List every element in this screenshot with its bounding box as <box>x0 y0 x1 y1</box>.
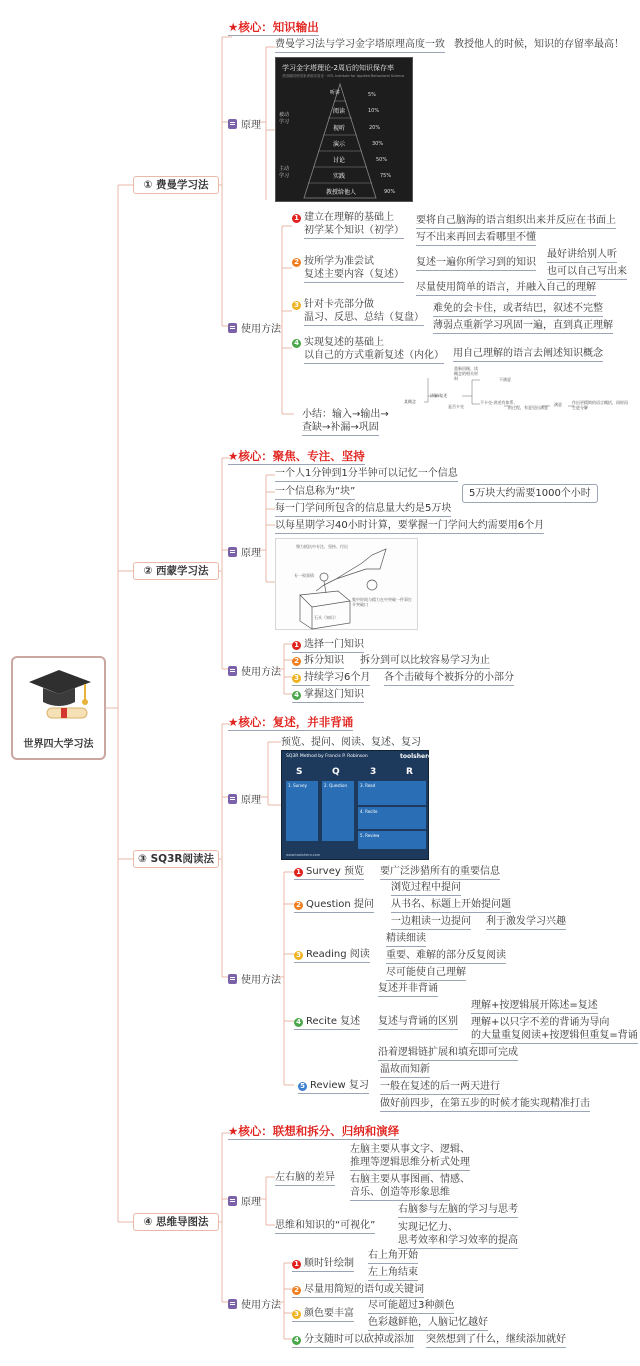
sketch-label: 集中时间与精力在中突破一件事打开突破口 <box>352 597 412 607</box>
pyramid-side-top: 被动学习 <box>279 112 290 125</box>
pyramid-rate: 5% <box>368 92 376 98</box>
pyramid-layer: 听讲 <box>330 90 341 96</box>
step-detail: 复述与背诵的区别 <box>378 1015 458 1030</box>
step-detail: 各个击破每个被拆分的小部分 <box>384 671 514 686</box>
step-sq3r-2[interactable]: 2 Question 提问 <box>294 898 374 913</box>
step-detail: 拆分到可以比较容易学习为止 <box>360 654 490 669</box>
root-node[interactable] <box>11 656 106 760</box>
pyramid-rate: 30% <box>372 141 384 147</box>
note-icon <box>228 547 237 557</box>
step-detail: 突然想到了什么，继续添加就好 <box>426 1333 566 1348</box>
sq3r-col <box>322 781 354 841</box>
core-simon: ★核心：聚焦、专注、坚持 <box>228 449 365 463</box>
sq3r-letter: 3 <box>370 767 377 777</box>
step-detail: 浏览过程中提问 <box>391 881 461 896</box>
step-detail-extra: 利于激发学习兴趣 <box>486 915 566 930</box>
step-simon-1[interactable]: 1 选择一门知识 <box>292 638 364 653</box>
step-detail: 要将自己脑海的语言组织出来并反应在书面上 <box>416 214 616 229</box>
brain-item: 右脑主要从事图画、情感、 <box>350 1174 470 1185</box>
step-detail: 沿着逻辑链扩展和填充即可完成 <box>378 1046 518 1061</box>
pyramid-rate: 50% <box>376 157 388 163</box>
learning-pyramid-image <box>275 57 413 202</box>
note-icon <box>228 323 237 333</box>
pyramid-layer: 演示 <box>333 141 346 148</box>
flow-node: 作出更精简的语言概括，同时再生进分解 <box>572 400 628 410</box>
step-feynman-4[interactable]: 4 实现复述的基础上 <box>292 336 384 349</box>
method-mindmap[interactable]: ④ 思维导图法 <box>133 1213 219 1231</box>
flow-node: 某概念 <box>404 399 416 404</box>
step-detail: 也可以自己写出来 <box>547 265 627 280</box>
sq3r-col-label: 1. Survey <box>288 783 308 788</box>
step-feynman-3-line2: 温习、反思、总结（复盘） <box>304 311 424 326</box>
usage-feynman[interactable]: 使用方法 <box>228 320 281 335</box>
sketch-drawing <box>276 539 419 631</box>
sq3r-col-label: 4. Recite <box>360 809 378 814</box>
pyramid-rate: 75% <box>380 173 392 179</box>
principle-item: 教授他人的时候，知识的存留率最高！ <box>454 39 624 50</box>
step-detail: 重要、难解的部分反复阅读 <box>386 949 506 964</box>
note-icon <box>228 666 237 676</box>
step-detail: 左上角结束 <box>368 1266 418 1281</box>
sketch-label: 聚力抵抗中专注、坚持、付出 <box>296 544 348 549</box>
visual-item: 实现记忆力、 <box>398 1222 458 1233</box>
step-sq3r-4[interactable]: 4 Recite 复述 <box>294 1015 360 1030</box>
note-icon <box>228 974 237 984</box>
note-icon <box>228 1299 237 1309</box>
brain-item: 左脑主要从事文字、逻辑、 <box>350 1144 470 1155</box>
step-simon-3[interactable]: 3 持续学习6个月 <box>292 671 370 686</box>
pyramid-rate: 20% <box>369 125 381 131</box>
principle-feynman[interactable]: 原理 <box>228 116 261 131</box>
flow-node: 重新回顾、读概念的相关材料 <box>454 366 478 381</box>
visual-item: 右脑参与左脑的学习与思考 <box>398 1203 518 1218</box>
graduation-cap-icon <box>25 662 95 730</box>
pyramid-layer: 教授给他人 <box>326 189 357 196</box>
sq3r-letter: Q <box>332 767 340 777</box>
step-detail: 温故而知新 <box>380 1063 430 1078</box>
step-detail: 尽可能超过3种颜色 <box>368 1299 454 1314</box>
principle-mindmap[interactable]: 原理 <box>228 1193 261 1208</box>
step-feynman-4-line2: 以自己的方式重新复述（内化） <box>304 349 444 364</box>
principle-item: 费曼学习法与学习金字塔原理高度一致 <box>275 38 445 53</box>
step-detail: 一边粗读一边提问 <box>391 915 471 930</box>
block-note: 5万块大约需要1000个小时 <box>462 484 598 503</box>
pyramid-side-bottom: 主动学习 <box>279 166 290 179</box>
usage-simon[interactable]: 使用方法 <box>228 663 281 678</box>
principle-sq3r[interactable]: 原理 <box>228 791 261 806</box>
step-detail: 尽量使用简单的语言，并融入自己的理解 <box>416 281 596 296</box>
sq3r-col-label: 3. Read <box>360 783 376 788</box>
method-sq3r[interactable]: ③ SQ3R阅读法 <box>133 850 219 868</box>
flow-node: 不满意 <box>499 377 511 382</box>
step-sq3r-1[interactable]: 1 Survey 预览 <box>294 865 364 880</box>
recite-compare: 理解+按逻辑展开陈述=复述 <box>471 999 598 1014</box>
recite-compare: 理解+以只字不差的背诵为导向 <box>471 1017 610 1028</box>
principle-text: 预览、提问、阅读、复述、复习 <box>281 736 421 751</box>
pyramid-layer: 实践 <box>333 173 346 180</box>
visual-label: 思维和知识的“可视化” <box>275 1219 375 1234</box>
feynman-flow-image <box>404 366 630 410</box>
step-mindmap-2[interactable]: 2 尽量用简短的语句或关键词 <box>292 1283 424 1298</box>
pyramid-rate: 10% <box>368 108 380 114</box>
brain-item: 推理等逻辑思维分析式处理 <box>350 1156 470 1171</box>
step-detail: 用自己理解的语言去阐述知识概念 <box>453 347 603 362</box>
step-mindmap-4[interactable]: 4 分支随时可以砍掉或添加 <box>292 1333 414 1348</box>
flow-node: 不卡壳-讲述有体系、 <box>480 400 518 405</box>
step-simon-4[interactable]: 4 掌握这门知识 <box>292 688 364 703</box>
brain-label: 左右脑的差异 <box>275 1171 335 1186</box>
principle-item: 一个人1分钟到1分半钟可以记忆一个信息 <box>275 467 458 482</box>
usage-mindmap[interactable]: 使用方法 <box>228 1296 281 1311</box>
sq3r-title: SQ3R Method by Francis P. Robinson <box>286 754 368 759</box>
pyramid-layer: 讨论 <box>333 157 346 164</box>
core-feynman: ★核心：知识输出 <box>228 20 319 34</box>
pyramid-subtitle: 美国缅因州国家训练实验室 · NTL Institute for Applied Behavioral Science <box>282 74 405 78</box>
sq3r-letter: S <box>296 767 303 777</box>
brain-item: 音乐、创造等形象思维 <box>350 1186 450 1201</box>
step-feynman-1[interactable]: 1 建立在理解的基础上 <box>292 211 394 224</box>
step-detail: 复述一遍你所学习到的知识 <box>416 256 536 271</box>
step-detail: 难免的会卡住，或者结巴，叙述不完整 <box>433 302 603 317</box>
principle-item: 一个信息称为“块” <box>275 485 355 500</box>
sketch-label: 石头（知识） <box>314 615 338 620</box>
principle-simon[interactable]: 原理 <box>228 544 261 559</box>
flow-node: 讲解/复述 <box>430 393 448 398</box>
step-detail: 要广泛涉猎所有的重要信息 <box>380 865 500 880</box>
method-feynman[interactable]: ① 费曼学习法 <box>133 176 219 194</box>
sq3r-col-label: 2. Question <box>324 783 347 788</box>
step-detail: 色彩越鲜艳，人脑记忆越好 <box>368 1316 488 1331</box>
recite-compare: 的大量重复阅读+按逻辑但重复=背诵 <box>471 1029 638 1044</box>
summary-line1: 小结：输入→输出→ <box>302 409 389 420</box>
principle-item: 每一门学问所包含的信息量大约是5万块 <box>275 502 451 517</box>
note-icon <box>228 119 237 129</box>
step-detail: 做好前四步，在第五步的时候才能实现精准打击 <box>380 1097 590 1112</box>
summary-line2: 查缺→补漏→巩固 <box>302 421 379 436</box>
note-icon <box>228 1196 237 1206</box>
method-simon[interactable]: ② 西蒙学习法 <box>133 562 219 580</box>
principle-item: 以每星期学习40小时计算，要掌握一门学问大约需要用6个月 <box>275 519 544 534</box>
simon-sketch-image <box>275 538 418 630</box>
step-detail: 右上角开始 <box>368 1249 418 1264</box>
step-sq3r-3[interactable]: 3 Reading 阅读 <box>294 948 370 963</box>
sketch-label: 专一致事情 <box>294 573 314 578</box>
pyramid-title: 学习金字塔理论-2周后的知识保存率 <box>282 64 394 72</box>
root-title: 世界四大学习法 <box>23 739 94 750</box>
step-detail: 一般在复述的后一两天进行 <box>380 1080 500 1095</box>
step-feynman-2[interactable]: 2 按所学为准尝试 <box>292 255 374 268</box>
sq3r-col <box>286 781 318 841</box>
sq3r-image <box>281 750 433 860</box>
step-detail: 精读细读 <box>386 932 426 947</box>
flow-node: 是否卡壳 <box>448 404 464 409</box>
pyramid-rate: 90% <box>384 189 396 195</box>
step-detail: 复述并非背诵 <box>378 982 438 997</box>
core-mindmap: ★核心：联想和拆分、归纳和演绎 <box>228 1124 400 1138</box>
note-icon <box>228 794 237 804</box>
sq3r-col-label: 5. Review <box>360 833 380 838</box>
step-feynman-3[interactable]: 3 针对卡壳部分做 <box>292 298 374 311</box>
step-detail: 最好讲给别人听 <box>547 248 617 263</box>
step-mindmap-3[interactable]: 3 颜色要丰富 <box>292 1307 354 1322</box>
step-detail: 写不出来再回去看哪里不懂 <box>416 231 536 246</box>
visual-item: 思考效率和学习效率的提高 <box>398 1234 518 1249</box>
step-feynman-2-line2: 复述主要内容（复述） <box>304 268 404 283</box>
step-simon-2[interactable]: 2 拆分知识 <box>292 654 344 669</box>
flow-node: 满意 <box>554 402 562 407</box>
step-feynman-1-line2: 初学某个知识（初学） <box>304 224 404 239</box>
step-detail: 尽可能使自己理解 <box>386 966 466 981</box>
step-mindmap-1[interactable]: 1 顺时针绘制 <box>292 1257 354 1272</box>
pyramid-layer: 视听 <box>333 125 346 132</box>
usage-sq3r[interactable]: 使用方法 <box>228 971 281 986</box>
pyramid-layer: 阅读 <box>333 108 346 115</box>
sq3r-brand: toolshero <box>400 753 433 760</box>
step-detail: 薄弱点重新学习巩固一遍，直到真正理解 <box>433 319 613 334</box>
core-sq3r: ★核心：复述，并非背诵 <box>228 715 354 729</box>
step-detail: 从书名、标题上开始提问题 <box>391 898 511 913</box>
flow-node: 的过程，有意见出满意 <box>508 405 548 410</box>
sq3r-footer: www.toolshero.com <box>286 853 321 857</box>
sq3r-letter: R <box>406 767 413 777</box>
step-sq3r-5[interactable]: 5 Review 复习 <box>298 1079 369 1094</box>
